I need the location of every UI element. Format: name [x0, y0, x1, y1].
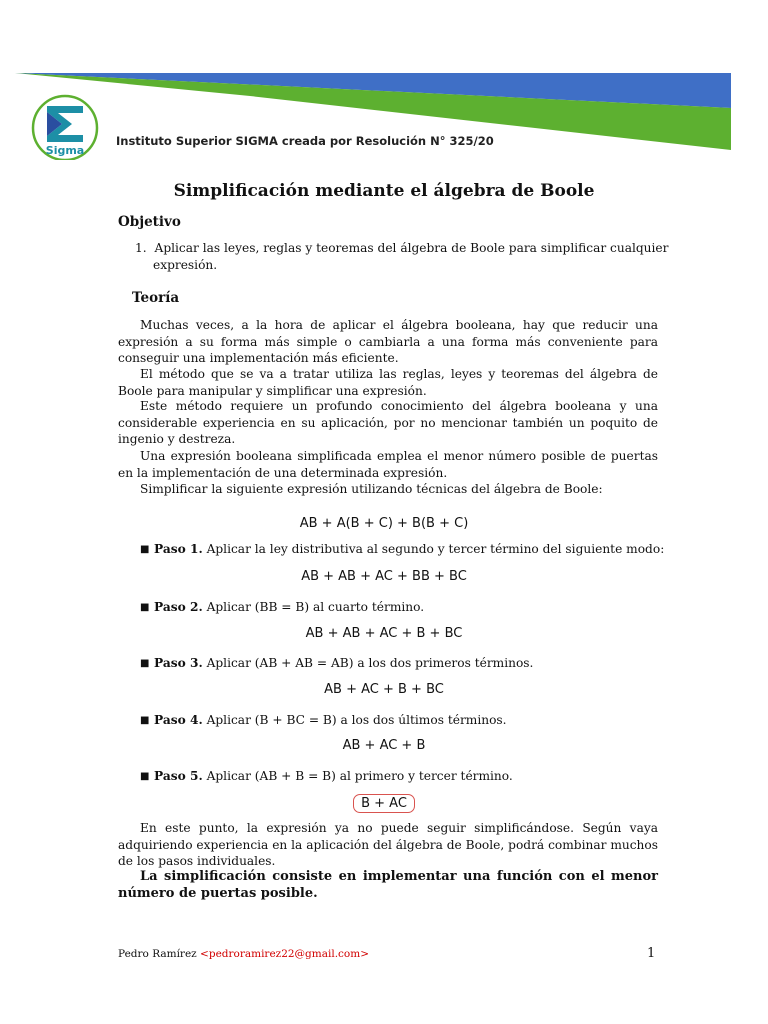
step-3: ■ Paso 3. Aplicar (AB + AB = AB) a los dos primeros términos. — [140, 656, 534, 670]
step-label: Paso 4. — [154, 713, 203, 727]
final-result-wrap — [0, 794, 768, 813]
initial-expression: AB + A(B + C) + B(B + C) — [299, 516, 469, 531]
page-title: Simplificación mediante el álgebra de Boole — [173, 181, 595, 201]
institute-name: Instituto Superior SIGMA creada por Resolución N° 325/20 — [116, 134, 494, 148]
step-2: ■ Paso 2. Aplicar (BB = B) al cuarto término. — [140, 600, 425, 614]
step-text: Aplicar (AB + B = B) al primero y tercer término. — [206, 769, 513, 783]
footer-author — [118, 948, 369, 960]
teoria-paragraph-1: Muchas veces, a la hora de aplicar el álgebra booleana, hay que reducir una expresión a su forma más simple o cambiarla a una forma más conveniente para conseguir una implementación más eficiente. — [118, 318, 658, 365]
step-4-result: AB + AC + B — [342, 738, 426, 753]
teoria-heading: Teoría — [132, 290, 180, 306]
step-2-result: AB + AB + AC + B + BC — [305, 626, 463, 641]
teoria-paragraph-2: El método que se va a tratar utiliza las reglas, leyes y teoremas del álgebra de Boole para manipular y simplificar una expresión. — [118, 367, 658, 398]
step-1-result: AB + AB + AC + BB + BC — [301, 569, 467, 584]
conclusion-paragraph: En este punto, la expresión ya no puede seguir simplificándose. Según vaya adquiriendo experiencia en la aplicación del álgebra de Boole, podrá combinar muchos de los pasos individuales. — [118, 821, 658, 868]
step-label: Paso 3. — [154, 656, 203, 670]
item-line-2: expresión. — [153, 257, 218, 272]
step-label: Paso 1. — [154, 542, 203, 556]
step-label: Paso 2. — [154, 600, 203, 614]
item-line-1: Aplicar las leyes, reglas y teoremas del álgebra de Boole para simplificar cualquier — [154, 241, 669, 255]
step-text: Aplicar la ley distributiva al segundo y tercer término del siguiente modo: — [206, 542, 665, 556]
step-3-result: AB + AC + B + BC — [324, 682, 444, 697]
step-label: Paso 5. — [154, 769, 203, 783]
objetivo-heading: Objetivo — [118, 214, 181, 230]
objetivo-item — [135, 240, 668, 273]
page-number: 1 — [647, 946, 656, 961]
final-result: B + AC — [353, 794, 415, 813]
step-5: ■ Paso 5. Aplicar (AB + B = B) al primero y tercer término. — [140, 769, 513, 783]
item-number: 1. — [135, 241, 147, 255]
author-email[interactable]: <pedroramirez22@gmail.com> — [200, 948, 370, 960]
step-text: Aplicar (BB = B) al cuarto término. — [206, 600, 425, 614]
teoria-paragraph-4: Una expresión booleana simplificada emplea el menor número posible de puertas en la implementación de una determinada expresión. — [118, 449, 658, 480]
author-name: Pedro Ramírez — [118, 948, 197, 960]
sigma-logo — [33, 96, 97, 160]
teoria-paragraph-3: Este método requiere un profundo conocimiento del álgebra booleana y una considerable experiencia en su aplicación, por no mencionar también un poquito de ingenio y destreza. — [118, 399, 658, 446]
emphasis-paragraph: La simplificación consiste en implementar una función con el menor número de puertas posible. — [118, 869, 658, 901]
logo-text: Sigma — [45, 144, 85, 157]
step-4: ■ Paso 4. Aplicar (B + BC = B) a los dos últimos términos. — [140, 713, 507, 727]
step-1: ■ Paso 1. Aplicar la ley distributiva al segundo y tercer término del siguiente modo: — [140, 542, 665, 556]
teoria-paragraph-5: Simplificar la siguiente expresión utilizando técnicas del álgebra de Boole: — [140, 482, 603, 496]
step-text: Aplicar (B + BC = B) a los dos últimos términos. — [206, 713, 507, 727]
step-text: Aplicar (AB + AB = AB) a los dos primeros términos. — [206, 656, 534, 670]
